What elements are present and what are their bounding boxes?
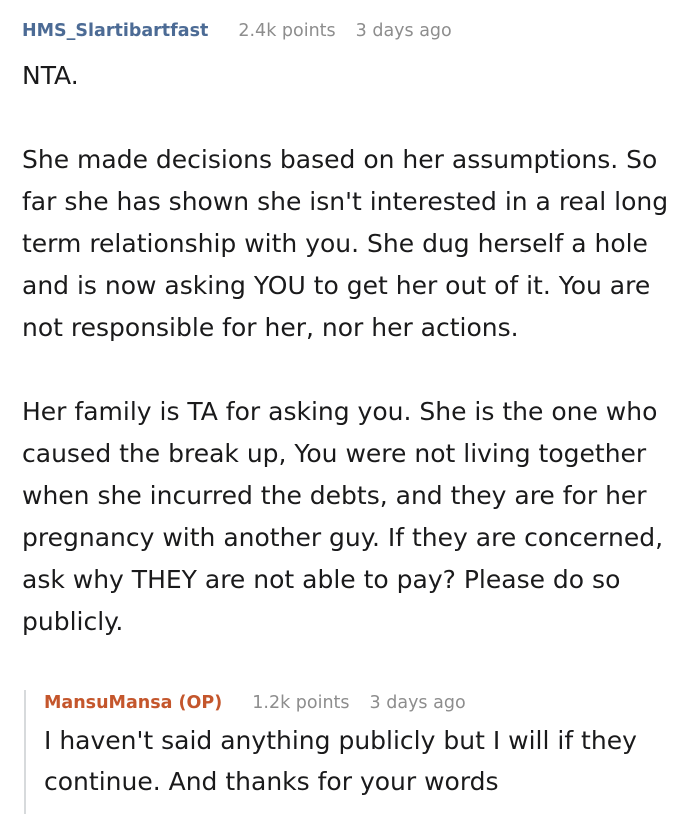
comment-timestamp[interactable]: 3 days ago — [355, 21, 452, 41]
top-level-comment — [22, 18, 682, 643]
comment-author-link[interactable]: HMS_Slartibartfast — [22, 21, 209, 41]
reply-timestamp[interactable]: 3 days ago — [369, 693, 466, 713]
comment-points: 2.4k points — [238, 21, 336, 41]
reply-paragraph: I haven't said anything publicly but I will if they continue. And thanks for your words — [44, 726, 637, 796]
comment-paragraph: NTA. — [22, 61, 79, 90]
comment-meta — [22, 18, 682, 44]
reply-author-link[interactable]: MansuMansa (OP) — [44, 693, 223, 713]
comment-paragraph: She made decisions based on her assumptions. So far she has shown she isn't interested in a real long term relationship with you. She dug herself a hole and is now asking YOU to get her out of it. You are not responsible for her, nor her actions. — [22, 145, 669, 342]
reply-comment — [24, 690, 700, 814]
comment-paragraph: Her family is TA for asking you. She is the one who caused the break up, You were not living together when she incurred the debts, and they are for her pregnancy with another guy. If they are concerned, ask why THEY are not able to pay? Please do so publicly. — [22, 397, 664, 636]
reply-body — [44, 720, 700, 802]
comment-body — [22, 55, 682, 643]
reply-meta — [44, 690, 700, 716]
reply-points: 1.2k points — [252, 693, 350, 713]
